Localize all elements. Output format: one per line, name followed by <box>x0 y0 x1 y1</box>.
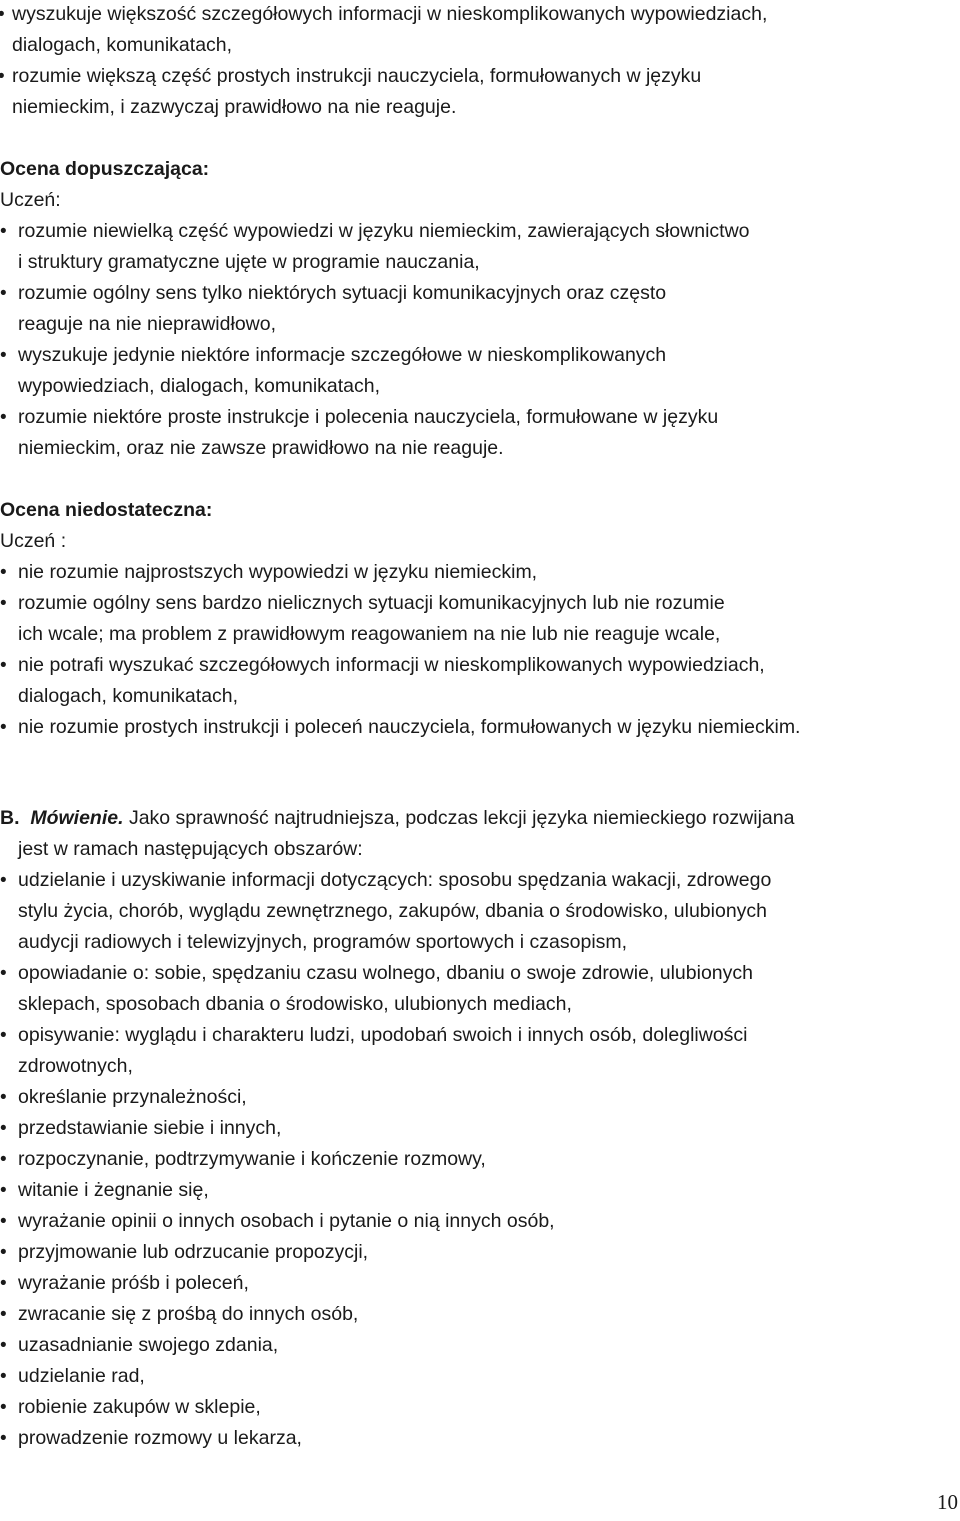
list-item <box>0 1175 950 1206</box>
list-item <box>0 1330 950 1361</box>
item-line: niemieckim, i zazwyczaj prawidłowo na nie reaguje. <box>12 96 457 118</box>
section-title: Mówienie. <box>30 807 124 829</box>
list-item <box>0 340 920 402</box>
item-line: ich wcale; ma problem z prawidłowym reagowaniem na nie lub nie reaguje wcale, <box>18 623 721 645</box>
item-line: • udzielanie rad, <box>18 1365 145 1387</box>
intro-text: Jako sprawność najtrudniejsza, podczas lekcji języka niemieckiego rozwijana <box>123 807 795 829</box>
item-line: stylu życia, chorób, wyglądu zewnętrznego, zakupów, dbania o środowisko, ulubionych <box>18 900 768 922</box>
item-line: • udzielanie i uzyskiwanie informacji dotyczących: sposobu spędzania wakacji, zdrowego <box>18 869 772 891</box>
item-line: wypowiedziach, dialogach, komunikatach, <box>18 375 381 397</box>
item-line: • wyrażanie opinii o innych osobach i pytanie o nią innych osób, <box>18 1210 555 1232</box>
item-line: • robienie zakupów w sklepie, <box>18 1396 261 1418</box>
list-item <box>0 1392 950 1423</box>
list-item <box>0 1082 950 1113</box>
list-item <box>0 61 900 123</box>
section-heading: Ocena dopuszczająca: <box>0 158 210 180</box>
item-line: • wyrażanie próśb i poleceń, <box>18 1272 249 1294</box>
item-line: • rozpoczynanie, podtrzymywanie i kończenie rozmowy, <box>18 1148 486 1170</box>
item-line: • rozumie niektóre proste instrukcje i polecenia nauczyciela, formułowane w języku <box>18 406 719 428</box>
list-item <box>0 1144 950 1175</box>
item-line: • wyszukuje jedynie niektóre informacje szczegółowe w nieskomplikowanych <box>18 344 667 366</box>
item-line: • prowadzenie rozmowy u lekarza, <box>18 1427 302 1449</box>
item-line: • opowiadanie o: sobie, spędzaniu czasu wolnego, dbaniu o swoje zdrowie, ulubionych <box>18 962 753 984</box>
item-line: • rozumie ogólny sens bardzo nielicznych sytuacji komunikacyjnych lub nie rozumie <box>18 592 725 614</box>
list-item <box>0 402 920 464</box>
section-letter: B. <box>0 807 20 829</box>
section-heading: Ocena niedostateczna: <box>0 499 213 521</box>
item-line: • przedstawianie siebie i innych, <box>18 1117 282 1139</box>
list-item <box>0 588 950 650</box>
list-item <box>0 958 950 1020</box>
list-item <box>0 1299 950 1330</box>
list-item <box>0 1237 950 1268</box>
item-line: • rozumie niewielką część wypowiedzi w języku niemieckim, zawierających słownictwo <box>18 220 750 242</box>
list-item <box>0 1020 950 1082</box>
item-line: • zwracanie się z prośbą do innych osób, <box>18 1303 359 1325</box>
list-item <box>0 865 950 958</box>
intro-continued: jest w ramach następujących obszarów: <box>18 838 363 860</box>
top-list <box>0 0 900 123</box>
item-line: reaguje na nie nieprawidłowo, <box>18 313 277 335</box>
section-subheading: Uczeń: <box>0 189 61 211</box>
list-item <box>0 1268 950 1299</box>
item-line: audycji radiowych i telewizyjnych, programów sportowych i czasopism, <box>18 931 628 953</box>
item-line: dialogach, komunikatach, <box>12 34 233 56</box>
item-line: • określanie przynależności, <box>18 1086 247 1108</box>
item-line: • wyszukuje większość szczegółowych informacji w nieskomplikowanych wypowiedziach, <box>12 3 768 25</box>
item-line: i struktury gramatyczne ujęte w programie nauczania, <box>18 251 480 273</box>
list-item <box>0 278 920 340</box>
item-line: • nie rozumie najprostszych wypowiedzi w języku niemieckim, <box>18 561 538 583</box>
item-line: • nie potrafi wyszukać szczegółowych informacji w nieskomplikowanych wypowiedziach, <box>18 654 765 676</box>
list-item <box>0 557 950 588</box>
list-item <box>0 216 920 278</box>
item-line: dialogach, komunikatach, <box>18 685 239 707</box>
item-line: • przyjmowanie lub odrzucanie propozycji, <box>18 1241 369 1263</box>
page-number: 10 <box>937 1490 958 1514</box>
section-niedostateczna <box>0 495 950 743</box>
section-mowienie <box>0 803 950 1454</box>
item-line: niemieckim, oraz nie zawsze prawidłowo na nie reaguje. <box>18 437 504 459</box>
section-subheading: Uczeń : <box>0 530 67 552</box>
item-line: • nie rozumie prostych instrukcji i poleceń nauczyciela, formułowanych w języku niemieckim. <box>18 716 801 738</box>
item-line: • uzasadnianie swojego zdania, <box>18 1334 279 1356</box>
list-item <box>0 1423 950 1454</box>
list-item <box>0 0 900 61</box>
item-line: sklepach, sposobach dbania o środowisko, ulubionych mediach, <box>18 993 572 1015</box>
section-intro <box>0 803 950 834</box>
item-line: zdrowotnych, <box>18 1055 133 1077</box>
list-item <box>0 650 950 712</box>
item-line: • rozumie ogólny sens tylko niektórych sytuacji komunikacyjnych oraz często <box>18 282 667 304</box>
section-dopuszczajaca <box>0 154 920 464</box>
item-line: • opisywanie: wyglądu i charakteru ludzi, upodobań swoich i innych osób, dolegliwości <box>18 1024 748 1046</box>
list-item <box>0 1206 950 1237</box>
item-line: • witanie i żegnanie się, <box>18 1179 209 1201</box>
list-item <box>0 1361 950 1392</box>
mowienie-list <box>0 865 950 1454</box>
item-line: • rozumie większą część prostych instrukcji nauczyciela, formułowanych w języku <box>12 65 702 87</box>
list-item <box>0 1113 950 1144</box>
list-item <box>0 712 950 743</box>
